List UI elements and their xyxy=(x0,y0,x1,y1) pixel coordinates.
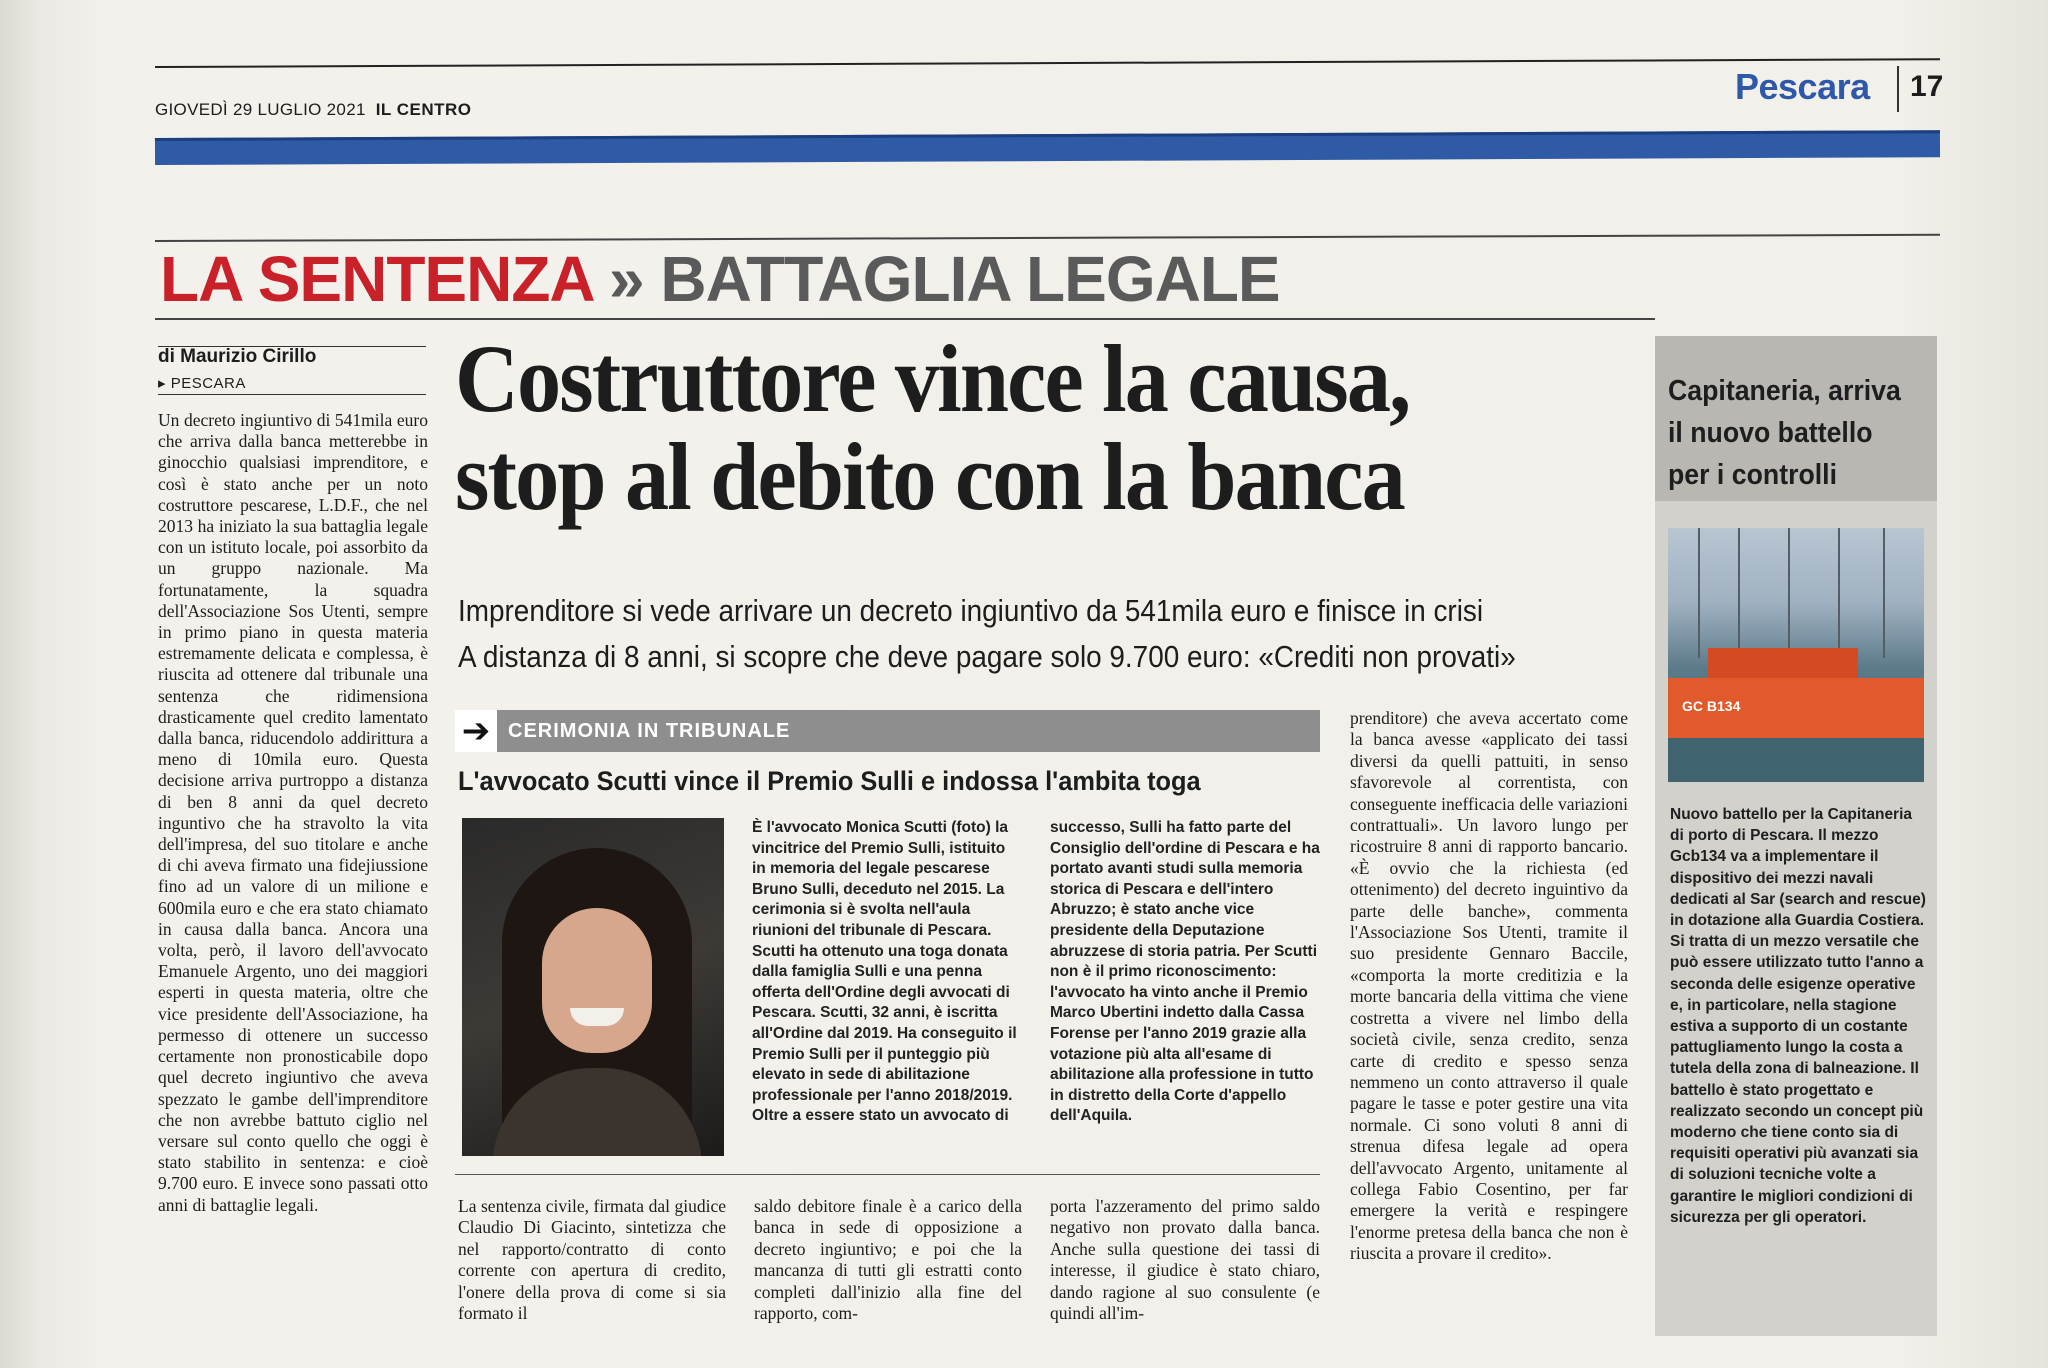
subheadline xyxy=(458,588,1516,680)
sidebar-title: Capitaneria, arriva il nuovo battello per i controlli xyxy=(1668,375,1901,491)
boat-photo xyxy=(1668,528,1924,782)
article-column-1: La sentenza civile, firmata dal giudice Claudio Di Giacinto, sintetizza che nel rapporto/contratto di conto corrente con apertura di credito, l'onere della prova di come si sia formato il xyxy=(458,1196,726,1324)
arrow-right-icon: ➔ xyxy=(455,710,497,752)
section-separator xyxy=(1897,66,1899,112)
issue-date: GIOVEDÌ 29 LUGLIO 2021 IL CENTRO xyxy=(155,100,472,119)
kicker-gray: BATTAGLIA LEGALE xyxy=(660,243,1280,315)
subheadline-line-1: Imprenditore si vede arrivare un decreto ingiuntivo da 541mila euro e finisce in crisi xyxy=(458,593,1484,628)
headline-line-1: Costruttore vince la causa, xyxy=(455,325,1410,432)
box-column-2: successo, Sulli ha fatto parte del Consiglio dell'ordine di Pescara e ha portato avanti studi sulla memoria storica di Pescara e dell'intero Abruzzo; è stato anche vice presidente della Deputazione abruzzese di storia patria. Per Scutti non è il primo riconoscimento: l'avvocato ha vinto anche il Premio Marco Ubertini indetto dalla Cassa Forense per l'anno 2019 grazie alla votazione più alta all'esame di abilitazione alla professione in tutto in distretto della Corte d'appello dell'Aquila. xyxy=(1050,819,1320,1125)
article-column-3: porta l'azzeramento del primo saldo negativo non provato dalla banca. Anche sulla questione dei tassi di interesse, il giudice è stato chiaro, dando ragione al suo consulente (e quindi all'im- xyxy=(1050,1196,1320,1324)
paper-name: IL CENTRO xyxy=(375,100,472,119)
portrait-photo xyxy=(462,818,724,1156)
section-name: Pescara xyxy=(1735,66,1870,107)
page-number: 17 xyxy=(1910,70,1944,103)
kicker-rule-bottom xyxy=(155,318,1655,320)
byline-place: ▸ PESCARA xyxy=(158,375,246,392)
box-label: CERIMONIA IN TRIBUNALE xyxy=(508,720,791,742)
box-bottom-rule xyxy=(455,1174,1320,1175)
top-rule xyxy=(155,58,1940,68)
kicker-arrows: » xyxy=(609,243,644,315)
header-band xyxy=(155,130,1940,165)
headline-line-2: stop al debito con la banca xyxy=(455,423,1404,530)
article-column-4: prenditore) che aveva accertato come la banca avesse «applicato dei tassi diversi da quelli pattuiti, in senso sfavorevole al correntista, con conseguente inefficacia delle variazioni contrattuali». Un lavoro lungo per ricostruire 8 anni di rapporto bancario. «È ovvio che la richiesta (ed ottenimento) del decreto inguintivo da parte delle banche», commenta l'Associazione Sos Utenti, tramite il suo presidente Gennaro Baccile, «comporta la morte creditizia e la morte bancaria della vittima che viene costretta a vivere nel limbo della società civile, senza credito, senza carte di credito e spesso senza nemmeno un conto attraverso il quale pagare le tasse e poter gestire una vita normale. Ci sono voluti 8 anni di strenua difesa legale ad opera dell'avvocato Argento, unitamente al collega Fabio Cosentino, per far emergere la verità e respingere l'enorme pretesa della banca che non è riuscita a provare il credito». xyxy=(1350,708,1628,1264)
box-column-1: È l'avvocato Monica Scutti (foto) la vincitrice del Premio Sulli, istituito in memoria del legale pescarese Bruno Sulli, deceduto nel 2015. La cerimonia si è svolta nell'aula riunioni del tribunale di Pescara. Scutti ha ottenuto una toga donata dalla famiglia Sulli e una penna offerta dell'Ordine degli avvocati di Pescara. Scutti, 32 anni, è iscritta all'Ordine dal 2019. Ha conseguito il Premio Sulli per il punteggio più elevato in sede di abilitazione professionale per l'anno 2018/2019. Oltre a essere stato un avvocato di xyxy=(752,819,1017,1125)
byline-author: di Maurizio Cirillo xyxy=(158,346,317,367)
box-headline: L'avvocato Scutti vince il Premio Sulli e indossa l'ambita toga xyxy=(458,766,1201,796)
boat-label: GC B134 xyxy=(1682,698,1741,714)
sidebar-text: Nuovo battello per la Capitaneria di porto di Pescara. Il mezzo Gcb134 va a implementare il dispositivo dei mezzi navali dedicati al Sar (search and rescue) in dotazione alla Guardia Costiera. Si tratta di un mezzo versatile che può essere utilizzato tutto l'anno a seconda delle esigenze operative e, in particolare, nella stagione estiva a supporto di un costante pattugliamento lungo la costa a tutela della zona di balneazione. Il battello è stato progettato e realizzato secondo un concept più moderno che tiene conto sia di requisiti operativi più avanzati sia di soluzioni tecniche volte a garantire le migliori condizioni di sicurezza per gli operatori. xyxy=(1670,806,1926,1226)
subheadline-line-2: A distanza di 8 anni, si scopre che deve pagare solo 9.700 euro: «Crediti non provati» xyxy=(458,639,1516,674)
left-column-text: Un decreto ingiuntivo di 541mila euro che arriva dalla banca metterebbe in ginocchio qualsiasi imprenditore, e così è stato anche per un noto costruttore pescarese, L.D.F., che nel 2013 ha iniziato la sua battaglia legale con un istituto locale, poi assorbito da un gruppo nazionale. Ma fortunatamente, la squadra dell'Associazione Sos Utenti, sempre in primo piano in questa materia estremamente delicata e complessa, è riuscita ad ottenere dal tribunale una sentenza che ridimensiona drasticamente quel credito lamentato dalla banca, riducendolo addirittura a meno di 10mila euro. Questa decisione arriva purtroppo a distanza di ben 8 anni da quel decreto inguntivo che ha stravolto la vita dell'impresa, del suo titolare e anche di chi aveva firmato una fidejiussione fino ad un valore di un milione e 600mila euro e che era stato chiamato in causa dalla banca. Ancora una volta, però, il lavoro dell'avvocato Emanuele Argento, uno dei maggiori esperti in questa materia, oltre che vice presidente dell'Associazione, ha permesso di ottenere un successo certamente non pronosticabile dopo quel decreto ingiuntivo che aveva spezzato le gambe dell'imprenditore che non avrebbe battuto ciglio nel versare sul conto quello che oggi è stato stabilito in sentenza: e cioè 9.700 euro. E invece sono passati otto anni di battaglie legali. xyxy=(158,410,428,1215)
kicker-red: LA SENTENZA xyxy=(160,243,593,315)
byline-rule-bottom xyxy=(158,394,426,395)
headline xyxy=(455,325,1410,530)
kicker-rule-top xyxy=(155,234,1940,242)
article-column-2: saldo debitore finale è a carico della banca in sede di opposizione a decreto ingiuntivo; e poi che la mancanza di tutti gli estratti conto completi dall'inizio alla fine del rapporto, com- xyxy=(754,1196,1022,1324)
kicker xyxy=(160,242,1280,316)
